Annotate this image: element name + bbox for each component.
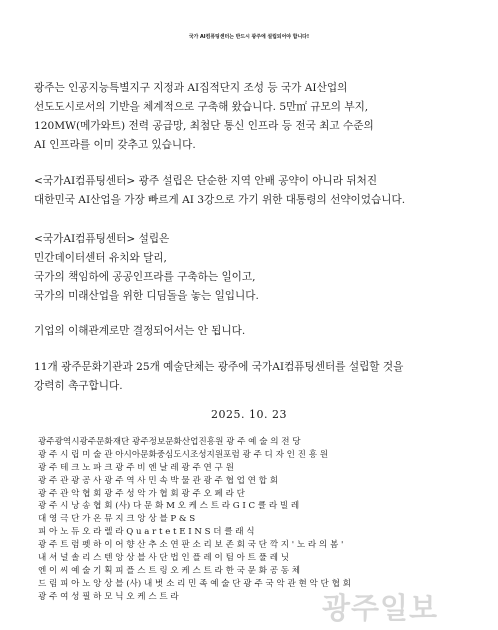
organization-row: 광 주 관 악 협 회 광 주 성 악 가 협 회 광 주 오 페 라 단 (38, 488, 245, 499)
text-line: 강력히 촉구합니다. (34, 380, 123, 392)
text-line: 대한민국 AI산업을 가장 빠르게 AI 3강으로 가기 위한 대통령의 선약이었습니다. (34, 194, 406, 206)
statement-date: 2025. 10. 23 (211, 408, 287, 421)
page-title: 국가 AI컴퓨팅센터는 반드시 광주에 설립되어야 합니다! (188, 34, 310, 40)
organization-row: 광 주 관 광 공 사 광 주 역 사 민 속 박 물 관 광 주 협 업 연 합 회 (38, 475, 279, 486)
text-line: 광주는 인공지능특별지구 지정과 AI집적단지 조성 등 국가 AI산업의 (34, 82, 348, 94)
text-line: <국가AI컴퓨팅센터> 설립은 (34, 233, 170, 245)
paragraph-pledge (34, 172, 405, 210)
organization-row: 드 림 피 아 노 앙 상 블 (사) 내 벗 소 리 민 족 예 술 단 광 주 국 악 관 현 악 단 협 회 (38, 578, 351, 589)
watermark-logo: 광주일보 (322, 591, 439, 625)
text-line: 11개 광주문화기관과 25개 예술단체는 광주에 국가AI컴퓨팅센터를 설립할 것을 (34, 361, 404, 373)
organization-row: 대 영 극 단 가 온 뮤 지 크 앙 상 블 P & S (38, 514, 196, 525)
paragraph-appeal (34, 358, 403, 396)
organization-row: 피 아 노 듀 오 라 렐 라 Q u a r t e t E I N S 더 클 래 식 (38, 527, 255, 538)
organization-row: 내 셔 널 솔 리 스 텐 앙 상 블 사 단 법 인 플 레 이 팀 아 트 풀 레 닛 (38, 553, 290, 564)
organization-row: 광 주 테 크 노 파 크 광 주 비 엔 날 레 광 주 연 구 원 (38, 462, 234, 473)
organization-list (38, 436, 458, 604)
text-line: 선도도시로서의 기반을 체계적으로 구축해 왔습니다. 5만㎡ 규모의 부지, (34, 101, 369, 113)
organization-row: 엔 이 씨 예 술 기 획 피 플 스 트 링 오 케 스 트 라 한 국 문 화 공 동 체 (38, 565, 301, 576)
organization-row: 광주광역시광주문화재단 광주정보문화산업진흥원 광 주 예 술 의 전 당 (38, 437, 301, 447)
text-line: 국가의 책임하에 공공인프라를 구축하는 일이고, (34, 271, 256, 283)
paragraph-business-interest (34, 322, 245, 341)
organization-row: 광 주 여 성 필 하 모 닉 오 케 스 트 라 (38, 591, 179, 602)
organization-row: 광 주 시 립 미 술 관 아시아문화중심도시조성지원포럼 광 주 디 자 인 진 흥 원 (38, 449, 329, 460)
paragraph-public-infrastructure (34, 230, 259, 306)
organization-row: 광 주 시 낭 송 협 회 (사) 다 문 화 M 오 케 스 트 라 G I C 클 라 빌 레 (38, 501, 300, 512)
text-line: <국가AI컴퓨팅센터> 광주 설립은 단순한 지역 안배 공약이 아니라 뒤처진 (34, 175, 378, 187)
text-line: 기업의 이해관계로만 결정되어서는 안 됩니다. (34, 325, 246, 337)
text-line: 국가의 미래산업을 위한 디딤돌을 놓는 일입니다. (34, 290, 259, 302)
text-line: AI 인프라를 이미 갖추고 있습니다. (34, 139, 196, 151)
text-line: 120MW(메가와트) 전력 공급망, 최첨단 통신 인프라 등 전국 최고 수준의 (34, 120, 374, 132)
organization-row: 광 주 트 럼 펫 하 이 어 향 산 추 소 연 판 소 리 보 존 회 국 단 깍 지 ' 노 라 의 봄 ' (38, 540, 344, 551)
text-line: 민간데이터센터 유치와 달리, (34, 252, 167, 264)
paragraph-infrastructure (34, 79, 374, 155)
